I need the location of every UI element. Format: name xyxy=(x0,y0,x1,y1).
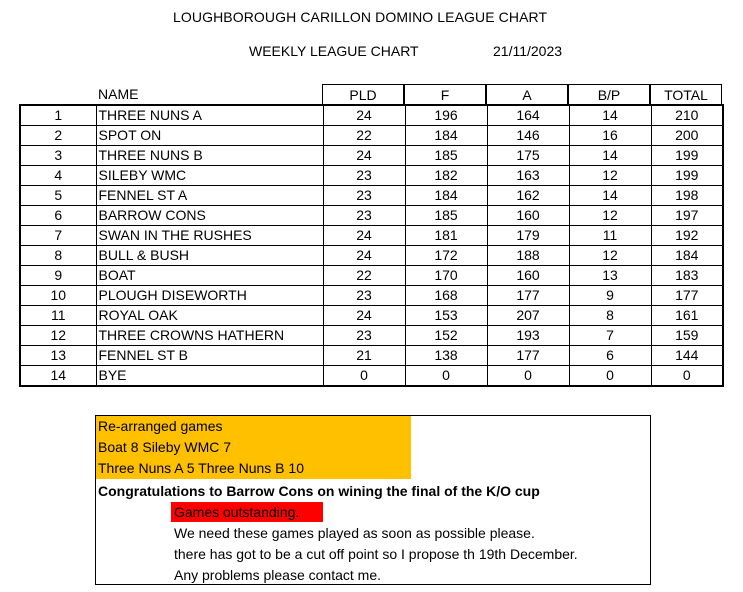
position-cell: 14 xyxy=(20,366,96,387)
chart-date: 21/11/2023 xyxy=(493,43,563,59)
table-row xyxy=(20,126,723,146)
rearranged-games-title: Re-arranged games xyxy=(98,418,223,434)
team-name-cell: THREE CROWNS HATHERN xyxy=(96,326,323,346)
bonus-points-cell: 11 xyxy=(569,226,651,246)
total-cell: 144 xyxy=(651,346,723,366)
team-name-cell: BOAT xyxy=(96,266,323,286)
rearranged-game-2: Three Nuns A 5 Three Nuns B 10 xyxy=(98,460,304,476)
column-header-name: NAME xyxy=(98,86,139,102)
total-cell: 210 xyxy=(651,105,723,126)
for-cell: 185 xyxy=(405,146,487,166)
against-cell: 188 xyxy=(487,246,569,266)
message-line-2: there has got to be a cut off point so I propose th 19th December. xyxy=(174,546,578,562)
played-cell: 21 xyxy=(323,346,405,366)
for-cell: 170 xyxy=(405,266,487,286)
team-name-cell: PLOUGH DISEWORTH xyxy=(96,286,323,306)
against-cell: 162 xyxy=(487,186,569,206)
team-name-cell: BARROW CONS xyxy=(96,206,323,226)
bonus-points-cell: 9 xyxy=(569,286,651,306)
bonus-points-cell: 8 xyxy=(569,306,651,326)
bonus-points-cell: 12 xyxy=(569,206,651,226)
for-cell: 184 xyxy=(405,186,487,206)
table-row xyxy=(20,286,723,306)
against-cell: 177 xyxy=(487,286,569,306)
against-cell: 160 xyxy=(487,266,569,286)
for-cell: 172 xyxy=(405,246,487,266)
bonus-points-cell: 13 xyxy=(569,266,651,286)
notes-box xyxy=(95,415,651,585)
against-cell: 163 xyxy=(487,166,569,186)
bonus-points-cell: 0 xyxy=(569,366,651,387)
team-name-cell: ROYAL OAK xyxy=(96,306,323,326)
for-cell: 184 xyxy=(405,126,487,146)
column-header-pld: PLD xyxy=(322,84,404,104)
table-row xyxy=(20,326,723,346)
position-cell: 4 xyxy=(20,166,96,186)
position-cell: 12 xyxy=(20,326,96,346)
total-cell: 0 xyxy=(651,366,723,387)
for-cell: 138 xyxy=(405,346,487,366)
played-cell: 24 xyxy=(323,146,405,166)
column-header-f: F xyxy=(404,84,486,104)
for-cell: 182 xyxy=(405,166,487,186)
table-row xyxy=(20,186,723,206)
against-cell: 193 xyxy=(487,326,569,346)
congratulations-text: Congratulations to Barrow Cons on wining the final of the K/O cup xyxy=(98,483,540,499)
table-row xyxy=(20,366,723,387)
bonus-points-cell: 7 xyxy=(569,326,651,346)
table-row xyxy=(20,105,723,126)
for-cell: 196 xyxy=(405,105,487,126)
position-cell: 9 xyxy=(20,266,96,286)
team-name-cell: SILEBY WMC xyxy=(96,166,323,186)
bonus-points-cell: 12 xyxy=(569,246,651,266)
against-cell: 179 xyxy=(487,226,569,246)
team-name-cell: THREE NUNS B xyxy=(96,146,323,166)
played-cell: 24 xyxy=(323,306,405,326)
table-row xyxy=(20,346,723,366)
against-cell: 175 xyxy=(487,146,569,166)
against-cell: 207 xyxy=(487,306,569,326)
for-cell: 168 xyxy=(405,286,487,306)
table-row xyxy=(20,166,723,186)
total-cell: 183 xyxy=(651,266,723,286)
total-cell: 197 xyxy=(651,206,723,226)
bonus-points-cell: 14 xyxy=(569,105,651,126)
bonus-points-cell: 12 xyxy=(569,166,651,186)
bonus-points-cell: 16 xyxy=(569,126,651,146)
total-cell: 199 xyxy=(651,146,723,166)
played-cell: 24 xyxy=(323,226,405,246)
played-cell: 23 xyxy=(323,206,405,226)
against-cell: 146 xyxy=(487,126,569,146)
played-cell: 24 xyxy=(323,105,405,126)
table-row xyxy=(20,266,723,286)
column-header-bp: B/P xyxy=(568,84,650,104)
message-line-1: We need these games played as soon as possible please. xyxy=(174,525,535,541)
total-cell: 192 xyxy=(651,226,723,246)
for-cell: 181 xyxy=(405,226,487,246)
team-name-cell: SPOT ON xyxy=(96,126,323,146)
team-name-cell: SWAN IN THE RUSHES xyxy=(96,226,323,246)
against-cell: 160 xyxy=(487,206,569,226)
table-row xyxy=(20,306,723,326)
league-table xyxy=(19,104,724,387)
against-cell: 177 xyxy=(487,346,569,366)
position-cell: 10 xyxy=(20,286,96,306)
total-cell: 198 xyxy=(651,186,723,206)
chart-subtitle: WEEKLY LEAGUE CHART xyxy=(249,43,419,59)
team-name-cell: BYE xyxy=(96,366,323,387)
team-name-cell: FENNEL ST B xyxy=(96,346,323,366)
games-outstanding-label: Games outstanding. xyxy=(171,502,323,522)
played-cell: 22 xyxy=(323,126,405,146)
total-cell: 200 xyxy=(651,126,723,146)
position-cell: 6 xyxy=(20,206,96,226)
position-cell: 13 xyxy=(20,346,96,366)
position-cell: 11 xyxy=(20,306,96,326)
table-row xyxy=(20,226,723,246)
position-cell: 2 xyxy=(20,126,96,146)
played-cell: 0 xyxy=(323,366,405,387)
total-cell: 184 xyxy=(651,246,723,266)
against-cell: 0 xyxy=(487,366,569,387)
chart-title: LOUGHBOROUGH CARILLON DOMINO LEAGUE CHART xyxy=(173,9,548,25)
for-cell: 153 xyxy=(405,306,487,326)
against-cell: 164 xyxy=(487,105,569,126)
for-cell: 0 xyxy=(405,366,487,387)
column-header-total: TOTAL xyxy=(650,84,722,104)
for-cell: 152 xyxy=(405,326,487,346)
total-cell: 161 xyxy=(651,306,723,326)
position-cell: 1 xyxy=(20,105,96,126)
for-cell: 185 xyxy=(405,206,487,226)
position-cell: 8 xyxy=(20,246,96,266)
total-cell: 177 xyxy=(651,286,723,306)
bonus-points-cell: 6 xyxy=(569,346,651,366)
played-cell: 23 xyxy=(323,166,405,186)
position-cell: 3 xyxy=(20,146,96,166)
team-name-cell: FENNEL ST A xyxy=(96,186,323,206)
team-name-cell: THREE NUNS A xyxy=(96,105,323,126)
total-cell: 159 xyxy=(651,326,723,346)
played-cell: 23 xyxy=(323,286,405,306)
position-cell: 5 xyxy=(20,186,96,206)
played-cell: 22 xyxy=(323,266,405,286)
table-header xyxy=(19,84,722,104)
table-row xyxy=(20,146,723,166)
position-cell: 7 xyxy=(20,226,96,246)
played-cell: 24 xyxy=(323,246,405,266)
message-line-3: Any problems please contact me. xyxy=(174,567,381,583)
bonus-points-cell: 14 xyxy=(569,146,651,166)
rearranged-game-1: Boat 8 Sileby WMC 7 xyxy=(98,439,232,455)
table-row xyxy=(20,206,723,226)
team-name-cell: BULL & BUSH xyxy=(96,246,323,266)
column-header-a: A xyxy=(486,84,568,104)
table-row xyxy=(20,246,723,266)
played-cell: 23 xyxy=(323,186,405,206)
bonus-points-cell: 14 xyxy=(569,186,651,206)
total-cell: 199 xyxy=(651,166,723,186)
played-cell: 23 xyxy=(323,326,405,346)
league-table-body xyxy=(20,105,723,386)
